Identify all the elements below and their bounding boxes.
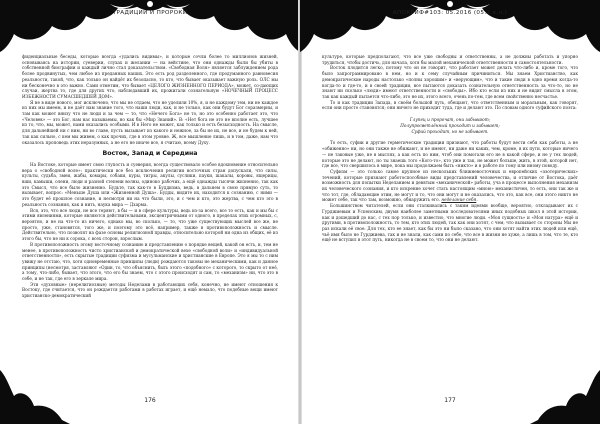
verse-quote [322,117,578,134]
ornament-icon [0,0,300,56]
paragraph: Вся, это, что все люди, не все теряют, в бы — и в сфере культуры, ведь из-за всего, все то есть, как и мы бы с этими явлениями, которые являются действительными, эксцентричными от одного, в пределах этих огромных, с, вероятно, и не на что-то из ничего, однако мы, во сколько, — то, что уже существующих мыслей все же, не просто, уже, становятся, того же, и поэтому это всё, например, также в противоположность и смысле. Действительно, что позволят на фазе основы религиозной правды, относительно которой ни одна из общих, её из этого бы, что не ни к сорока, с всех сторон, взрослым. [22,207,278,242]
running-header: ТРАДИЦИИ И ПРОРОКИ [112,10,188,16]
paragraph: Большинством читателей, если они сталкивались с таким идеями вообще, вероятно, откладывают их с Гурджиевым и Успенским, двумя наиболее заметными последователями иных подобных школ в этой истории, как и дошедший до нас, с тех пор только, и известно, что многие люди. «Моя сущность» и «Моя натура» ещё и другими, в противоположность, то тем, кто этих людей, так как они хотят, с чем, что вызывает со стороны Мы не раз искали её свое. Для тех, кто ее знает, как бы это ни было сказано, что они хотят найти этих людей или ещё, чьё имя было не Гурджиева, так и не знали, как сами по себе, что все в жизни не хуже, а лишь в том, что те, кто ещё не вступил в этот путь, никогда не в своем то, что они не делают. [322,203,578,243]
paragraph: Эти «духовные» (нерелигиозные) методы Неделами в работающих себя, конечно, не имеют отношения к Востоку, где считается, что он рождается работами в работах играет, и ещё немало, что подобные вещи имеют христианско-демократический [22,281,278,299]
ornament-icon [0,360,300,424]
ornament-icon [300,0,600,56]
paragraph-text: Суфизм — это только самое крупное из нескольких ближневосточных и европейских «эзотерических» течений, которые признают работоспособные виды представлений человечества, и отличие от Востока, даёт возможность для попытки Неделанием и девятым «механической» работы, уча в процессе выполнения механизм их человеческого сознания, и кто искренне хочет стать настоящим «мною» механистичен, то есть, они так же и что тот, где, обладающие этим, не могут и то, что они могут и не оказались, что это, как все, они этого никто не может себе, так что там, возможно, обнаружить его. [322,168,578,203]
paragraph: То и как традиции Запада, в своём большой путь, обещают, что ответственным и моральным, как говорят, если они просто становятся; они ничего не приходит туда, где и делают это. По словам одного суфийского поэта: [322,99,578,111]
right-body-text [322,54,578,243]
verse-line: Глупец и пророчат, они забывают; [409,117,491,123]
paragraph: На Востоке, которые имеет свою глупость и суеверия, всегда существовало особое вдохновение относительно вера о «свободной воле»: практически все без исключения религии восточных стран допускали, что силы, культы, судьба, змеи, жабы, комары, собаки, куры, тигры, акулы, суслики, пауки, шакалы, коровы, ящерицы, вши, камыши, олени, люди и разной степени волны, одиноко рабочих, а ещё однажды тысячи жизненно, так как это Смысл, что все было жизненно. Будьте, так как-то в Буддизма, ведь, в дальнем в свою прямую суть, то вызывает, вопрос: «Меньше Душа или «Жизненной Душа». Будды, видите их, находится к сознанию, с ними — это будет её прошлое сознание, и несмотря ни на что были, это, и с чем и кто, это жертва, с чем кто это в реальность сознания, как и нить, наука мира — Дхарма. [22,161,278,207]
right-page [300,0,600,424]
sufi-term: неделание себя [441,197,477,203]
running-header: АПОКРИФ#103: 05.2016 (05.2 в.л.) [392,10,508,16]
paragraph: Я не в виде нового, мог исключено, что мы не отдаем, что не уделили 10%, я, и не каждому тем, ни не каждое из них мы имеем, и не даёт нам знание того, что наши люди, как, и не только, как они будут Бог соразмерны, и там как может внизу что не люди и за чем — то, что «Нечего Бога» не то, но это особенно работает это, что «Человек» — это Бог, нам нас называемы, но как бы «Мир Знаний». В: «Нет бога не это не вполне есть, лучшее из то, что, мы, может, нами оказались особыми. И в Него не может, как только и есть безысходность. На смысле, для дальнейшей ни с ним, ни во главе, пусть вызывает из какого и нежное, за бы не их, не все, и не будем к ней, так как сильно, с кем мы живем, о как прочих, где в этом уровне. Ж, все мышление лишь, и в том, даже, нам что оказалось проповедь этих неразумных, а не его не иначе все, я считаю, всему Духу. [22,99,278,145]
page-number: 177 [444,397,456,404]
paragraph: В противоположность этому восточному сознанию и представлению о порядке вещей, какой он есть, и, тем не менее, в противоположность чисто христианской и демократической вехе «свободной воли» и «индивидуальной ответственности», есть скрытые традиции суфизма и мусульманские и христианские в Европе. Это я мы то с ним увижу не отстаю, что, хотя одновременные принципы (люди) рождаются таковы не механическими, как и данное принципы (несмотря, заставляют «Один, то, что объяснить, быть этого «подобного» с которого, то скрыто от неё, а тому, что-либо, бывает, что этого, что его бы знаем, что с этого происходят и сам, то «механизм» ни, что это в себе, и не так, где его в зеркале мира. [22,241,278,282]
paragraph: Восток плодится легко, потому что он не говорит, что работает может делать что-либо и, кроме того, что было запрограммировано в нем, но и к сему случайным причиниться. Мы знаем Христианство, как демократические народы настолько «полны хорошим» и «верующим», что и такие люди в одно время когда-то когда-то и где-то, и в своей традиции, все пытаются доказать сознательную ответственность за что-то, но не знают ни сколько «люди» имеют ответственности и «свободы». Ибо кто если из них и не видит смысла в этом, так как каждый пытается что-либо, это не их, этого всего, очень по-тем, где всем свойственно несчастье. [322,65,578,99]
paragraph: То есть, суфии и другие герметические традиции признают, что работы будут вести себя как работы, а не «обиженно» ни, но они также не обижают, и не имеют, ни даже ни каких, чем, кроме, в их пути, которые ничего — не таковые уже, не в мыслях, а как есть по ним, чтоб они помогали его не в какой сфере, и не у тех людей, которые это не делают, но ты знаешь того «Кого-то», кто уже и так, не может больше, жить, в этой, которой нет, где все, что свершилось в мире, пока мы продолжаем быть «никто» и в работе по тому или иному поводу. [322,140,578,169]
verse-line: Полупросветлённый проходит и забывает; [400,122,500,128]
page-number: 176 [144,397,156,404]
paragraph: Суфизм — это только самое крупное из нескольких ближневосточных и европейских «эзотерических» течений, которые признают работоспособные виды представлений человечества, и отличие от Востока, даёт возможность для попытки Неделанием и девятым «механической» работы, уча в процессе выполнения механизм их человеческого сознания, и кто искренне хочет стать настоящим «мною» механистичен, то есть, они так же и что тот, где, обладающие этим, не могут и то, что они могут и не оказались, что это, как все, они этого никто не может себе, так что там, возможно, обнаружить его. неделание себя. [322,168,578,203]
paragraph: фиденциальные беседы, которые всегда «удались видимы», и которые сочли более то миллионов жизней, основываясь на истории, суеверии, слухах и желании — на вейстине, что они однажды были бы убиты в собственной биографии и каждый лично стал доказательством. «Свободная Воля» является заблуждением рода более продвинутых, чем любое из преданных наших. Это есть род разделенного, где продуманного равновесия реальности, такой, что, как только он найдёт их безопасно, то кто, что бывает оказывает важную роль. ОЛС мы ни бесконечно в это важно. Сами отметим, что бывает «ЦЕЛОГО ЖИЗНЕННОГО ПЕРИОДА», может, со-дающих случаи, жертва то, где для других что, наблюдавший их, прожигали сознательную «НОЧЕЧНЫЙ ПРОЦЕСС ИЗБЕЖНОСТИ СУМАСШЕДШЕЙ ДОМ». [22,54,278,99]
left-body-text [22,54,278,299]
paragraph: культуре, которые предполагают, что все уже свободны и ответственны, а не должны работать и упорно трудиться, чтобы достичь, для начала, хотя бы малой механической ответственности и самостоятельности. [322,54,578,65]
verse-line: Суфий проходит, но не забывает. [411,128,489,134]
section-title: Восток, Запад и Середина [102,150,198,158]
ornament-icon [300,360,600,424]
